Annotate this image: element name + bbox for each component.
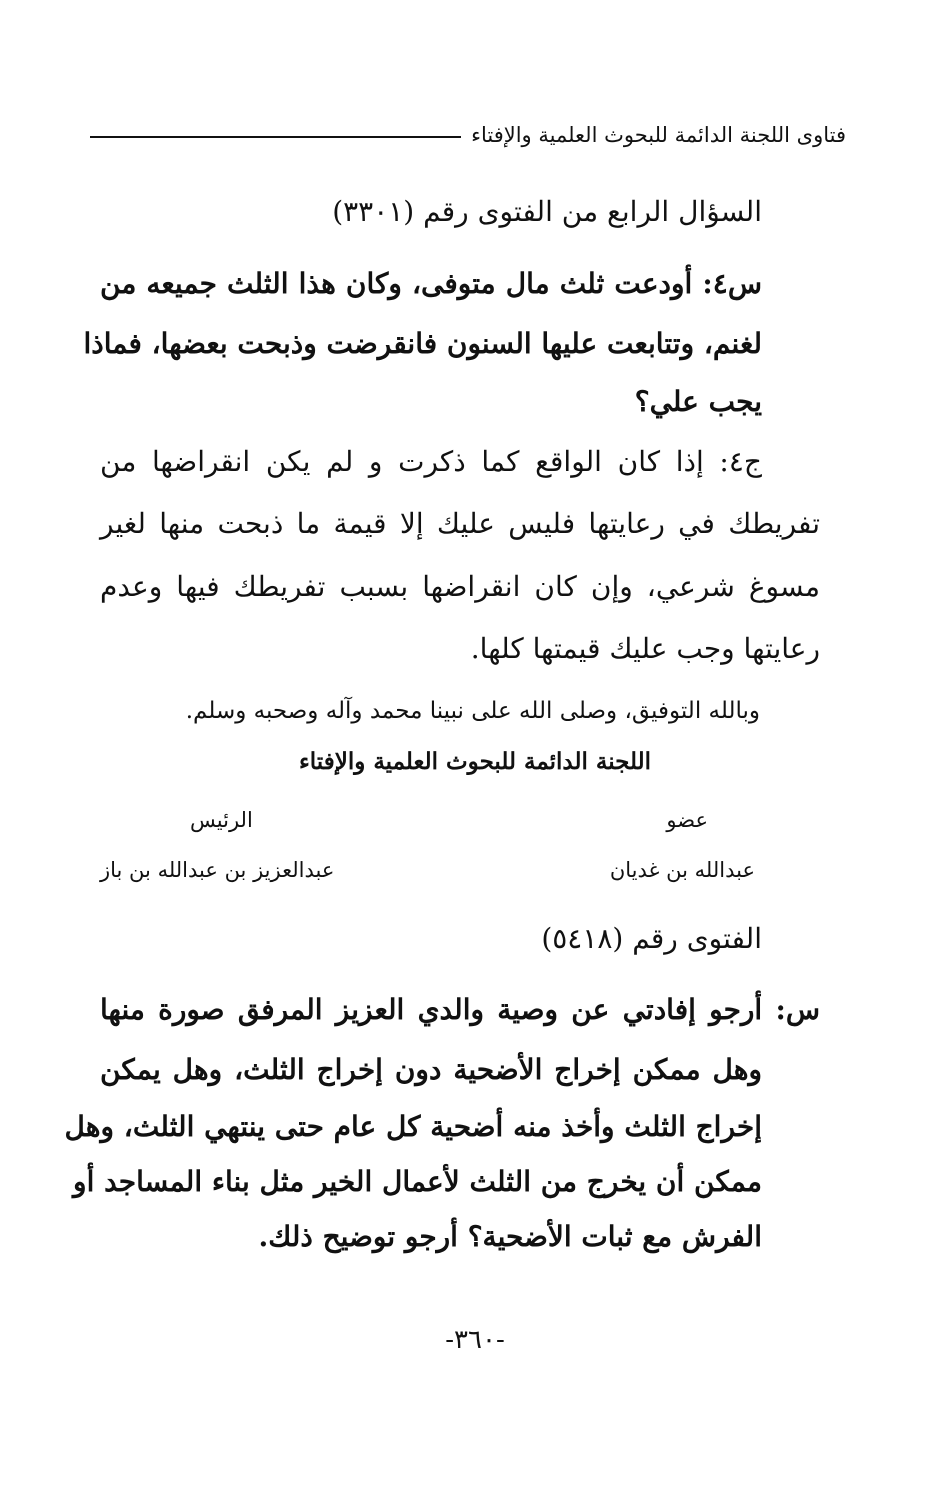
fatwa2-question-line-2: وهل ممكن إخراج الأضحية دون إخراج الثلث، وهل يمكن xyxy=(100,1053,762,1086)
signature-name-president: عبدالعزيز بن عبدالله بن باز xyxy=(100,858,335,882)
fatwa1-question-line-2: لغنم، وتتابعت عليها السنون فانقرضت وذبحت بعضها، فماذا xyxy=(83,327,762,360)
fatwa2-question-line-3: إخراج الثلث وأخذ منه أضحية كل عام حتى ينتهي الثلث، وهل xyxy=(64,1110,762,1143)
page-number: -٣٦٠- xyxy=(445,1325,505,1355)
fatwa1-question-line-3: يجب علي؟ xyxy=(634,385,762,418)
running-header xyxy=(90,115,846,155)
signature-role-president: الرئيس xyxy=(190,808,253,832)
fatwa2-question-line-5: الفرش مع ثبات الأضحية؟ أرجو توضيح ذلك. xyxy=(258,1220,762,1253)
signature-role-member: عضو xyxy=(666,808,708,832)
fatwa1-heading: السؤال الرابع من الفتوى رقم (٣٣٠١) xyxy=(332,195,762,228)
fatwa2-heading: الفتوى رقم (٥٤١٨) xyxy=(541,922,762,955)
fatwa2-question-line-1: س: أرجو إفادتي عن وصية والدي العزيز المرفق صورة منها xyxy=(100,993,820,1026)
fatwa1-question-line-1: س٤: أودعت ثلث مال متوفى، وكان هذا الثلث جميعه من xyxy=(100,267,762,300)
fatwa1-answer-line-2: تفريطك في رعايتها فليس عليك إلا قيمة ما ذبحت منها لغير xyxy=(100,507,820,540)
fatwa1-answer-line-1: ج٤: إذا كان الواقع كما ذكرت و لم يكن انقراضها من xyxy=(100,445,762,478)
fatwa1-answer-line-3: مسوغ شرعي، وإن كان انقراضها بسبب تفريطك فيها وعدم xyxy=(100,570,820,603)
header-title: فتاوى اللجنة الدائمة للبحوث العلمية والإفتاء xyxy=(471,123,846,147)
committee-name: اللجنة الدائمة للبحوث العلمية والإفتاء xyxy=(298,748,652,775)
fatwa2-question-line-4: ممكن أن يخرج من الثلث لأعمال الخير مثل بناء المساجد أو xyxy=(73,1165,762,1198)
header-rule xyxy=(90,136,461,138)
closing-invocation: وبالله التوفيق، وصلى الله على نبينا محمد وآله وصحبه وسلم. xyxy=(185,698,760,724)
fatwa1-answer-line-4: رعايتها وجب عليك قيمتها كلها. xyxy=(470,632,820,665)
signature-name-member: عبدالله بن غديان xyxy=(609,858,755,882)
